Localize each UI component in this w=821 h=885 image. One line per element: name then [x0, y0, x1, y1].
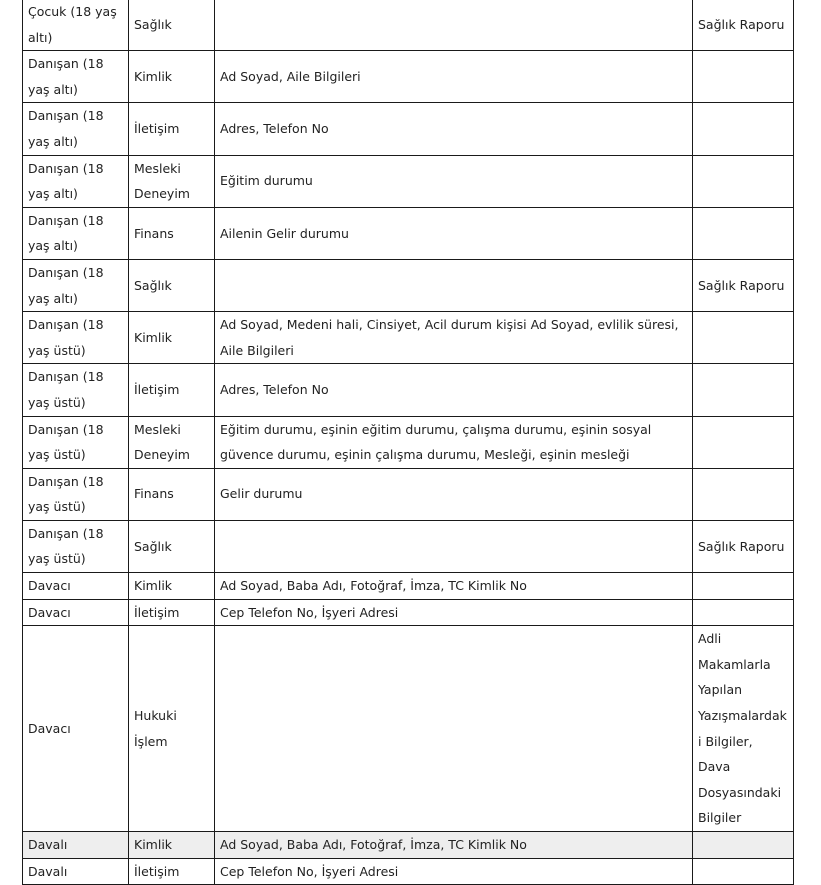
data-fields-cell: Cep Telefon No, İşyeri Adresi [215, 599, 693, 626]
data-fields-cell: Ad Soyad, Medeni hali, Cinsiyet, Acil durum kişisi Ad Soyad, evlilik süresi, Aile Bilgileri [215, 312, 693, 364]
document-cell: Adli Makamlarla Yapılan Yazışmalardaki Bilgiler, Dava Dosyasındaki Bilgiler [693, 626, 794, 832]
document-cell [693, 416, 794, 468]
subject-cell: Danışan (18 yaş altı) [23, 207, 129, 259]
data-fields-cell: Ailenin Gelir durumu [215, 207, 693, 259]
subject-cell: Davacı [23, 626, 129, 832]
subject-cell: Danışan (18 yaş üstü) [23, 416, 129, 468]
data-fields-cell: Ad Soyad, Aile Bilgileri [215, 51, 693, 103]
subject-cell: Danışan (18 yaş üstü) [23, 468, 129, 520]
table-row [23, 207, 794, 259]
subject-cell: Danışan (18 yaş üstü) [23, 364, 129, 416]
category-cell: Sağlık [129, 259, 215, 311]
subject-cell: Danışan (18 yaş altı) [23, 259, 129, 311]
subject-cell: Çocuk (18 yaş altı) [23, 0, 129, 51]
category-cell: Sağlık [129, 0, 215, 51]
data-inventory-table [22, 0, 794, 885]
table-row [23, 0, 794, 51]
category-cell: Kimlik [129, 573, 215, 600]
data-inventory-table-container [22, 0, 794, 885]
category-cell: Mesleki Deneyim [129, 416, 215, 468]
document-cell: Sağlık Raporu [693, 520, 794, 572]
table-body [23, 0, 794, 885]
data-fields-cell: Gelir durumu [215, 468, 693, 520]
document-cell [693, 312, 794, 364]
data-fields-cell: Cep Telefon No, İşyeri Adresi [215, 858, 693, 885]
subject-cell: Davacı [23, 573, 129, 600]
category-cell: İletişim [129, 103, 215, 155]
document-cell [693, 468, 794, 520]
table-row [23, 599, 794, 626]
subject-cell: Danışan (18 yaş altı) [23, 155, 129, 207]
document-cell [693, 207, 794, 259]
document-cell: Sağlık Raporu [693, 0, 794, 51]
data-fields-cell: Adres, Telefon No [215, 103, 693, 155]
data-fields-cell: Eğitim durumu [215, 155, 693, 207]
table-row [23, 832, 794, 859]
subject-cell: Danışan (18 yaş üstü) [23, 312, 129, 364]
data-fields-cell [215, 259, 693, 311]
table-row [23, 312, 794, 364]
category-cell: Kimlik [129, 51, 215, 103]
subject-cell: Davalı [23, 858, 129, 885]
category-cell: Sağlık [129, 520, 215, 572]
data-fields-cell: Ad Soyad, Baba Adı, Fotoğraf, İmza, TC Kimlik No [215, 573, 693, 600]
document-cell [693, 155, 794, 207]
category-cell: Finans [129, 468, 215, 520]
table-row [23, 51, 794, 103]
data-fields-cell: Eğitim durumu, eşinin eğitim durumu, çalışma durumu, eşinin sosyal güvence durumu, eşinin çalışma durumu, Mesleği, eşinin mesleği [215, 416, 693, 468]
table-row [23, 155, 794, 207]
category-cell: İletişim [129, 599, 215, 626]
document-cell [693, 858, 794, 885]
table-row [23, 468, 794, 520]
subject-cell: Danışan (18 yaş üstü) [23, 520, 129, 572]
table-row [23, 259, 794, 311]
data-fields-cell [215, 0, 693, 51]
table-row [23, 364, 794, 416]
data-fields-cell [215, 520, 693, 572]
category-cell: Finans [129, 207, 215, 259]
data-fields-cell: Ad Soyad, Baba Adı, Fotoğraf, İmza, TC Kimlik No [215, 832, 693, 859]
category-cell: Kimlik [129, 312, 215, 364]
data-fields-cell [215, 626, 693, 832]
subject-cell: Danışan (18 yaş altı) [23, 51, 129, 103]
subject-cell: Davalı [23, 832, 129, 859]
subject-cell: Danışan (18 yaş altı) [23, 103, 129, 155]
table-row [23, 573, 794, 600]
subject-cell: Davacı [23, 599, 129, 626]
category-cell: İletişim [129, 364, 215, 416]
table-row [23, 103, 794, 155]
category-cell: Kimlik [129, 832, 215, 859]
document-cell [693, 573, 794, 600]
table-row [23, 626, 794, 832]
table-row [23, 858, 794, 885]
document-cell: Sağlık Raporu [693, 259, 794, 311]
document-cell [693, 51, 794, 103]
data-fields-cell: Adres, Telefon No [215, 364, 693, 416]
document-cell [693, 599, 794, 626]
document-cell [693, 364, 794, 416]
table-row [23, 520, 794, 572]
document-cell [693, 103, 794, 155]
category-cell: Hukuki İşlem [129, 626, 215, 832]
category-cell: İletişim [129, 858, 215, 885]
document-cell [693, 832, 794, 859]
table-row [23, 416, 794, 468]
category-cell: Mesleki Deneyim [129, 155, 215, 207]
